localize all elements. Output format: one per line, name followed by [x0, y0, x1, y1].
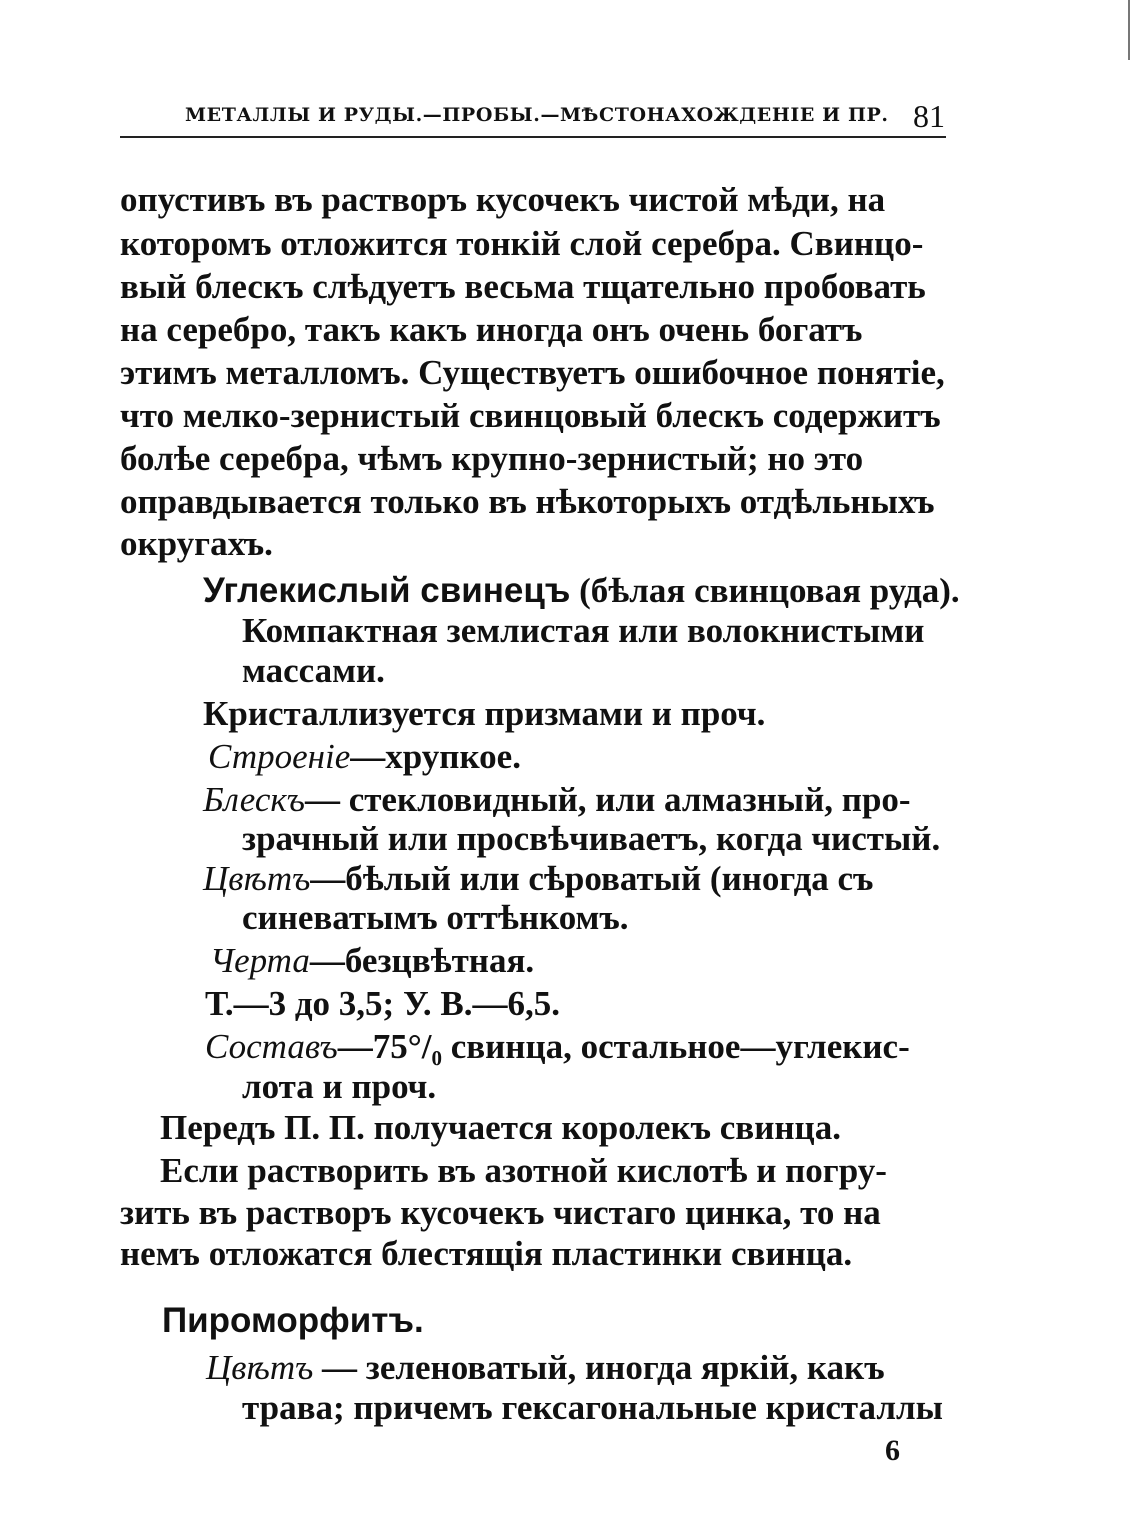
property-label: Составъ	[205, 1027, 338, 1066]
text-line: зить въ растворъ кусочекъ чистаго цинка, то на	[120, 1193, 881, 1232]
text-line: опустивъ въ растворъ кусочекъ чистой мѣди, на	[120, 180, 886, 219]
text-line: синеватымъ оттѣнкомъ.	[242, 898, 629, 937]
text-line: массами.	[242, 651, 385, 690]
text-line: Передъ П. П. получается королекъ свинца.	[160, 1108, 841, 1147]
property-value: — стекловидный, или алмазный, про-	[304, 780, 911, 819]
property-label: Цвѣтъ	[206, 1348, 314, 1387]
text-line: которомъ отложится тонкій слой серебра. Свинцо-	[120, 224, 924, 263]
signature-mark: 6	[885, 1434, 900, 1467]
text-line: лота и проч.	[242, 1067, 437, 1106]
property-line	[205, 1027, 946, 1067]
cerussite-heading	[203, 571, 960, 611]
property-label: Строеніе	[208, 737, 351, 776]
text-line: этимъ металломъ. Существуетъ ошибочное понятіе,	[120, 353, 945, 392]
mineral-note: (бѣлая свинцовая руда).	[570, 571, 960, 610]
text-line: вый блескъ слѣдуетъ весьма тщательно пробовать	[120, 267, 926, 306]
property-value: — зеленоватый, иногда яркій, какъ	[313, 1348, 885, 1387]
header-rule	[120, 136, 946, 138]
property-value: —хрупкое.	[350, 737, 521, 776]
property-line	[203, 859, 946, 899]
text-line: Кристаллизуется призмами и проч.	[203, 694, 766, 733]
text-line: зрачный или просвѣчиваетъ, когда чистый.	[242, 819, 941, 858]
property-value: —безцвѣтная.	[309, 941, 535, 980]
mineral-term: Углекислый свинецъ	[203, 571, 571, 610]
text-line: болѣе серебра, чѣмъ крупно-зернистый; но это	[120, 439, 864, 478]
page-edge-line	[1128, 0, 1130, 60]
text-line: оправдывается только въ нѣкоторыхъ отдѣльныхъ	[120, 482, 935, 521]
text-line: что мелко-зернистый свинцовый блескъ содержитъ	[120, 396, 941, 435]
property-line	[210, 941, 946, 981]
property-value: —бѣлый или сѣроватый (иногда съ	[310, 859, 874, 898]
pyromorphite-heading	[162, 1301, 946, 1341]
text-line: округахъ.	[120, 524, 273, 563]
property-line	[203, 780, 946, 820]
property-label: Черта	[210, 941, 310, 980]
running-head	[185, 98, 945, 134]
property-line	[206, 1348, 946, 1388]
property-value: —75°/₀ свинца, остальное—углекис-	[337, 1027, 910, 1066]
property-label: Цвѣтъ	[203, 859, 311, 898]
text-line: Если растворить въ азотной кислотѣ и погру-	[160, 1151, 887, 1190]
text-line: на серебро, такъ какъ иногда онъ очень богатъ	[120, 310, 863, 349]
text-line: трава; причемъ гексагональные кристаллы	[242, 1388, 943, 1427]
text-line: немъ отложатся блестящія пластинки свинца.	[120, 1234, 853, 1273]
page-number: 81	[913, 98, 945, 134]
mineral-term: Пироморфитъ.	[162, 1301, 424, 1340]
property-line	[208, 737, 946, 777]
property-label: Блескъ	[203, 780, 305, 819]
text-line: Т.—3 до 3,5; У. В.—6,5.	[205, 984, 561, 1023]
text-line: Компактная землистая или волокнистыми	[242, 611, 925, 650]
running-head-title: МЕТАЛЛЫ И РУДЫ.—ПРОБЫ.—МѢСТОНАХОЖДЕНІЕ И ПР.	[185, 104, 889, 126]
